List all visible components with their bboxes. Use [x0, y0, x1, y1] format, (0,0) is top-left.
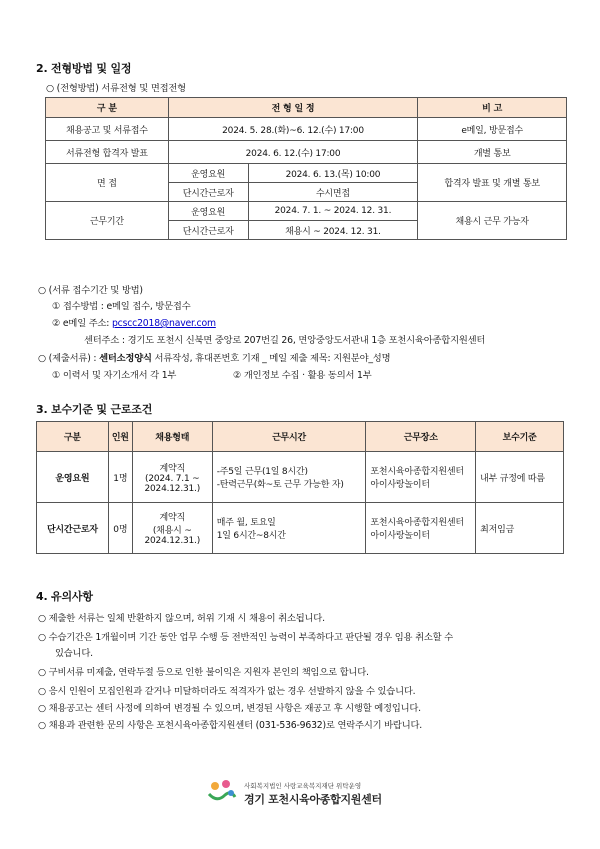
header-schedule: 전 형 일 정 [168, 98, 418, 118]
row-subcategory: 단시간근로자 [168, 183, 248, 202]
section-2-title: 2. 전형방법 및 일정 [36, 62, 132, 75]
row-subcategory: 운영요원 [168, 164, 248, 183]
conditions-header-row [37, 422, 564, 452]
row-category: 근무기간 [46, 202, 169, 240]
notice-item: ○ 제출한 서류는 일체 반환하지 않으며, 허위 기재 시 채용이 취소됩니다. [38, 613, 325, 624]
table-row [37, 503, 564, 554]
row-count: 0명 [108, 503, 132, 554]
row-schedule: 채용시 ~ 2024. 12. 31. [248, 221, 418, 240]
header-pay: 보수기준 [476, 422, 564, 452]
place-line: 포천시육아종합지원센터 [370, 518, 464, 528]
header-note: 비 고 [418, 98, 567, 118]
type-line: (2024. 7.1 ~ [145, 473, 200, 484]
place-line: 아이사랑놀이터 [370, 480, 430, 490]
table-row [46, 164, 567, 183]
notice-item: ○ 채용공고는 센터 사정에 의하여 변경될 수 있으며, 변경된 사항은 재공고 후 시행할 예정입니다. [38, 703, 421, 714]
row-schedule: 2024. 6. 13.(목) 10:00 [248, 164, 418, 183]
conditions-table [36, 421, 564, 554]
row-schedule: 2024. 6. 12.(수) 17:00 [168, 141, 418, 164]
row-place [366, 503, 476, 554]
docs-item-2: ② 개인정보 수집 · 활용 동의서 1부 [233, 370, 372, 381]
row-category: 면 접 [46, 164, 169, 202]
time-line: -탄력근무(화~토 근무 가능한 자) [216, 480, 344, 490]
docs-rest: 서류작성, 휴대폰번호 기재 _ 메일 제출 제목: 지원분야_성명 [151, 353, 391, 364]
header-category: 구분 [37, 422, 109, 452]
header-count: 인원 [108, 422, 132, 452]
row-category: 운영요원 [37, 452, 109, 503]
place-line: 포천시육아종합지원센터 [370, 467, 464, 477]
header-category: 구 분 [46, 98, 169, 118]
apply-title: ○ (서류 접수기간 및 방법) [38, 285, 143, 296]
docs-prefix: ○ (제출서류) : [38, 353, 100, 364]
row-pay: 내부 규정에 따름 [476, 452, 564, 503]
time-line: 1일 6시간~8시간 [216, 531, 286, 541]
row-time [212, 503, 366, 554]
table-row [46, 118, 567, 141]
row-subcategory: 운영요원 [168, 202, 248, 221]
row-note: 채용시 근무 가능자 [418, 202, 567, 240]
section-3-title: 3. 보수기준 및 근로조건 [36, 403, 153, 416]
footer-operator: 사회복지법인 사랑교육복지재단 위탁운영 [244, 782, 362, 790]
schedule-table [45, 97, 567, 240]
docs-item-1: ① 이력서 및 자기소개서 각 1부 [52, 370, 177, 381]
email-link[interactable]: pcscc2018@naver.com [111, 318, 216, 329]
header-time: 근무시간 [212, 422, 366, 452]
footer-center-name: 경기 포천시육아종합지원센터 [244, 793, 382, 806]
row-place [366, 452, 476, 503]
row-schedule: 수시면접 [248, 183, 418, 202]
table-row [37, 452, 564, 503]
time-line: 매주 월, 토요일 [216, 518, 276, 528]
row-pay: 최저임금 [476, 503, 564, 554]
header-type: 채용형태 [132, 422, 212, 452]
section-4-title: 4. 유의사항 [36, 590, 93, 603]
row-time [212, 452, 366, 503]
email-line [52, 315, 216, 329]
type-line: 2024.12.31.) [144, 536, 201, 546]
time-line: -주5일 근무(1일 8시간) [216, 467, 308, 477]
row-note: 합격자 발표 및 개별 통보 [418, 164, 567, 202]
row-category: 서류전형 합격자 발표 [46, 141, 169, 164]
row-subcategory: 단시간근로자 [168, 221, 248, 240]
row-note: 개별 통보 [418, 141, 567, 164]
row-schedule: 2024. 5. 28.(화)~6. 12.(수) 17:00 [168, 118, 418, 141]
selection-method: ○ (전형방법) 서류전형 및 면접전형 [46, 83, 186, 94]
table-row [46, 202, 567, 221]
submission-docs [38, 350, 390, 364]
row-type [132, 452, 212, 503]
row-schedule: 2024. 7. 1. ~ 2024. 12. 31. [248, 202, 418, 221]
apply-method: ① 접수방법 : e메일 접수, 방문접수 [52, 301, 191, 312]
notice-item: ○ 수습기간은 1개월이며 기간 동안 업무 수행 등 전반적인 능력이 부족하다고 판단될 경우 임용 취소할 수 [38, 632, 453, 643]
type-line: 계약직 [159, 463, 185, 474]
row-note: e메일, 방문접수 [418, 118, 567, 141]
notice-item-continued: 있습니다. [55, 648, 93, 659]
type-line: 2024.12.31.) [144, 483, 201, 494]
header-place: 근무장소 [366, 422, 476, 452]
schedule-header-row [46, 98, 567, 118]
notice-item: ○ 채용과 관련한 문의 사항은 포천시육아종합지원센터 (031-536-9632)로 연락주시기 바랍니다. [38, 720, 423, 731]
row-type [132, 503, 212, 554]
docs-form: 센터소정양식 [99, 353, 152, 364]
type-line: (채용시 ~ [152, 526, 192, 536]
row-count: 1명 [108, 452, 132, 503]
center-address: 센터주소 : 경기도 포천시 신북면 중앙로 207번길 26, 면앙중앙도서관내 1층 포천시육아종합지원센터 [84, 335, 486, 346]
table-row [46, 141, 567, 164]
center-logo-icon [207, 777, 237, 803]
type-line: 계약직 [159, 513, 185, 523]
place-line: 아이사랑놀이터 [370, 531, 430, 541]
notice-item: ○ 구비서류 미제출, 연락두절 등으로 인한 불이익은 지원자 본인의 책임으로 합니다. [38, 667, 369, 678]
row-category: 채용공고 및 서류접수 [46, 118, 169, 141]
row-category: 단시간근로자 [37, 503, 109, 554]
email-label: ② e메일 주소: [52, 318, 112, 329]
notice-item: ○ 응시 인원이 모집인원과 같거나 미달하더라도 적격자가 없는 경우 선발하지 않을 수 있습니다. [38, 686, 416, 697]
